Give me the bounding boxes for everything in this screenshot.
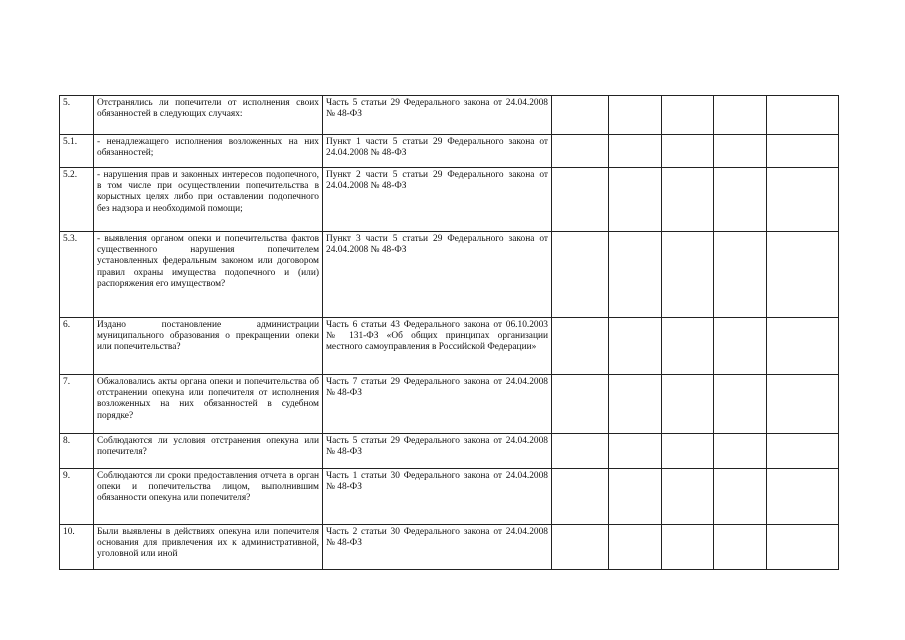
notes-cell[interactable] bbox=[767, 96, 839, 135]
legal-reference-cell: Часть 2 статьи 30 Федерального закона от 24.04.2008 № 48-ФЗ bbox=[323, 525, 552, 570]
notes-cell[interactable] bbox=[767, 232, 839, 318]
answer-cell-na[interactable] bbox=[662, 375, 714, 434]
table-row bbox=[60, 434, 839, 469]
answer-cell-yes[interactable] bbox=[552, 135, 609, 168]
table-row bbox=[60, 318, 839, 375]
question-cell: Соблюдаются ли сроки предоставления отчета в орган опеки и попечительства лицом, выполнившим обязанности опекуна или попечителя? bbox=[94, 469, 323, 525]
notes-cell[interactable] bbox=[767, 525, 839, 570]
row-number: 5. bbox=[60, 96, 94, 135]
row-number: 8. bbox=[60, 434, 94, 469]
answer-cell-no[interactable] bbox=[609, 96, 662, 135]
answer-cell-yes[interactable] bbox=[552, 525, 609, 570]
row-number: 6. bbox=[60, 318, 94, 375]
answer-cell-no[interactable] bbox=[609, 232, 662, 318]
question-cell: - выявления органом опеки и попечительства фактов существенного нарушения попечителем установленных федеральным законом или договором правил охраны имущества подопечного и (или) распоряжения его имуществом? bbox=[94, 232, 323, 318]
table-row bbox=[60, 232, 839, 318]
answer-cell-no[interactable] bbox=[609, 434, 662, 469]
notes-cell[interactable] bbox=[767, 375, 839, 434]
question-cell: Обжаловались акты органа опеки и попечительства об отстранении опекуна или попечителя от исполнения возложенных на них обязанностей в судебном порядке? bbox=[94, 375, 323, 434]
notes-cell[interactable] bbox=[767, 135, 839, 168]
answer-cell-no[interactable] bbox=[609, 375, 662, 434]
table-row bbox=[60, 135, 839, 168]
notes-cell[interactable] bbox=[767, 469, 839, 525]
answer-cell-na[interactable] bbox=[662, 232, 714, 318]
legal-reference-cell: Часть 5 статьи 29 Федерального закона от 24.04.2008 № 48-ФЗ bbox=[323, 96, 552, 135]
answer-cell-no[interactable] bbox=[609, 168, 662, 232]
answer-cell-extra[interactable] bbox=[714, 469, 767, 525]
answer-cell-na[interactable] bbox=[662, 434, 714, 469]
answer-cell-yes[interactable] bbox=[552, 318, 609, 375]
question-cell: Были выявлены в действиях опекуна или попечителя основания для привлечения их к административной, уголовной или иной bbox=[94, 525, 323, 570]
answer-cell-yes[interactable] bbox=[552, 469, 609, 525]
row-number: 10. bbox=[60, 525, 94, 570]
row-number: 5.2. bbox=[60, 168, 94, 232]
table-row bbox=[60, 525, 839, 570]
answer-cell-no[interactable] bbox=[609, 135, 662, 168]
answer-cell-extra[interactable] bbox=[714, 232, 767, 318]
row-number: 5.1. bbox=[60, 135, 94, 168]
answer-cell-yes[interactable] bbox=[552, 168, 609, 232]
legal-reference-cell: Пункт 2 части 5 статьи 29 Федерального закона от 24.04.2008 № 48-ФЗ bbox=[323, 168, 552, 232]
table-row bbox=[60, 168, 839, 232]
question-cell: - нарушения прав и законных интересов подопечного, в том числе при осуществлении попечительства в корыстных целях либо при оставлении подопечного без надзора и необходимой помощи; bbox=[94, 168, 323, 232]
answer-cell-yes[interactable] bbox=[552, 375, 609, 434]
answer-cell-na[interactable] bbox=[662, 469, 714, 525]
question-cell: Отстранялись ли попечители от исполнения своих обязанностей в следующих случаях: bbox=[94, 96, 323, 135]
answer-cell-no[interactable] bbox=[609, 525, 662, 570]
answer-cell-extra[interactable] bbox=[714, 375, 767, 434]
answer-cell-extra[interactable] bbox=[714, 96, 767, 135]
row-number: 7. bbox=[60, 375, 94, 434]
answer-cell-extra[interactable] bbox=[714, 168, 767, 232]
table-row bbox=[60, 469, 839, 525]
answer-cell-yes[interactable] bbox=[552, 434, 609, 469]
answer-cell-extra[interactable] bbox=[714, 135, 767, 168]
question-cell: Издано постановление администрации муниципального образования о прекращении опеки или попечительства? bbox=[94, 318, 323, 375]
legal-reference-cell: Часть 1 статьи 30 Федерального закона от 24.04.2008 № 48-ФЗ bbox=[323, 469, 552, 525]
answer-cell-yes[interactable] bbox=[552, 96, 609, 135]
answer-cell-no[interactable] bbox=[609, 318, 662, 375]
notes-cell[interactable] bbox=[767, 168, 839, 232]
answer-cell-no[interactable] bbox=[609, 469, 662, 525]
notes-cell[interactable] bbox=[767, 434, 839, 469]
question-cell: Соблюдаются ли условия отстранения опекуна или попечителя? bbox=[94, 434, 323, 469]
table-row bbox=[60, 96, 839, 135]
answer-cell-na[interactable] bbox=[662, 318, 714, 375]
answer-cell-yes[interactable] bbox=[552, 232, 609, 318]
answer-cell-extra[interactable] bbox=[714, 525, 767, 570]
legal-reference-cell: Часть 6 статьи 43 Федерального закона от 06.10.2003 № 131-ФЗ «Об общих принципах организации местного самоуправления в Российской Федерации» bbox=[323, 318, 552, 375]
answer-cell-extra[interactable] bbox=[714, 318, 767, 375]
legal-reference-cell: Часть 7 статьи 29 Федерального закона от 24.04.2008 № 48-ФЗ bbox=[323, 375, 552, 434]
checklist-table bbox=[59, 95, 839, 570]
legal-reference-cell: Пункт 1 части 5 статьи 29 Федерального закона от 24.04.2008 № 48-ФЗ bbox=[323, 135, 552, 168]
notes-cell[interactable] bbox=[767, 318, 839, 375]
answer-cell-extra[interactable] bbox=[714, 434, 767, 469]
table-row bbox=[60, 375, 839, 434]
legal-reference-cell: Часть 5 статьи 29 Федерального закона от 24.04.2008 № 48-ФЗ bbox=[323, 434, 552, 469]
question-cell: - ненадлежащего исполнения возложенных на них обязанностей; bbox=[94, 135, 323, 168]
answer-cell-na[interactable] bbox=[662, 525, 714, 570]
legal-reference-cell: Пункт 3 части 5 статьи 29 Федерального закона от 24.04.2008 № 48-ФЗ bbox=[323, 232, 552, 318]
answer-cell-na[interactable] bbox=[662, 168, 714, 232]
answer-cell-na[interactable] bbox=[662, 135, 714, 168]
answer-cell-na[interactable] bbox=[662, 96, 714, 135]
row-number: 5.3. bbox=[60, 232, 94, 318]
row-number: 9. bbox=[60, 469, 94, 525]
